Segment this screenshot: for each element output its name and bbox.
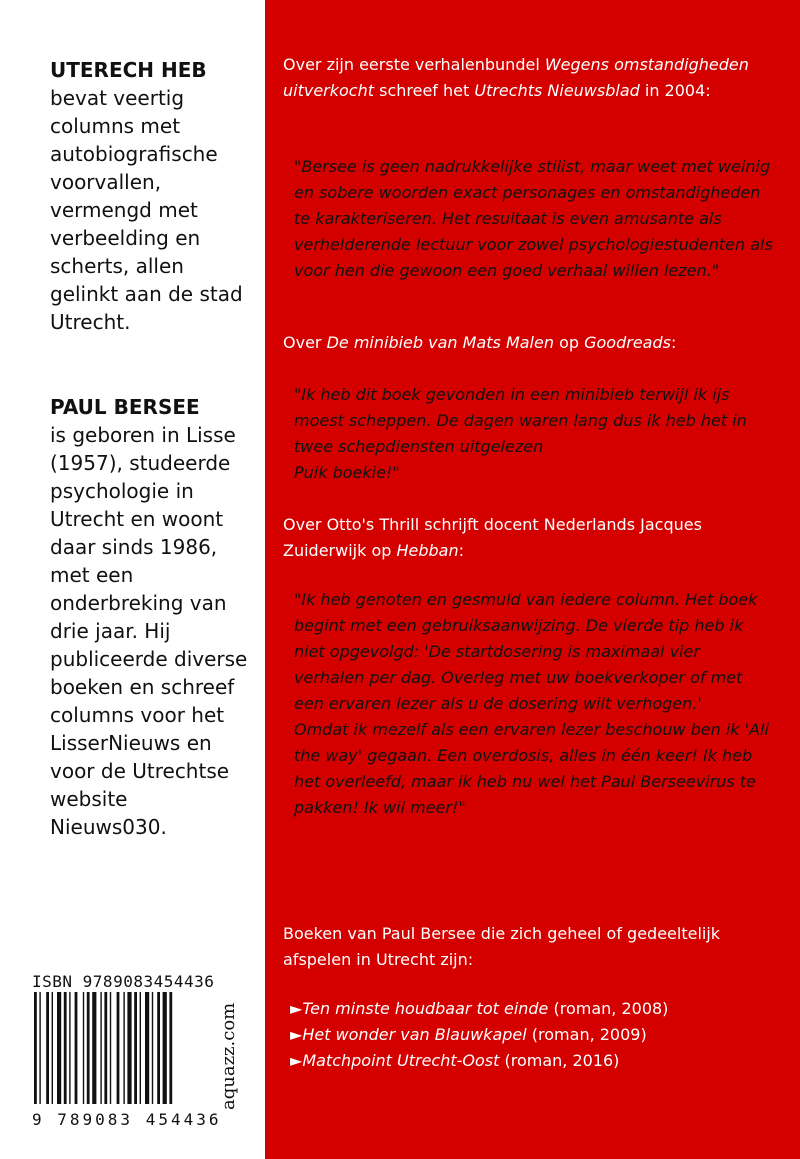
- book-description: [50, 56, 250, 336]
- left-panel: [0, 0, 265, 1159]
- review-intro-2: Over De minibieb van Mats Malen op Goodreads:: [283, 333, 677, 352]
- book-description-text: bevat veertig columns met autobiografische voorvallen, vermengd met verbeelding en scherts, allen gelinkt aan de stad Utrecht.: [50, 86, 243, 334]
- arrow-icon: ►: [290, 1051, 303, 1070]
- books-intro: Boeken van Paul Bersee die zich geheel of gedeeltelijk afspelen in Utrecht zijn:: [283, 924, 721, 969]
- author-name-heading: PAUL BERSEE: [50, 395, 200, 419]
- arrow-icon: ►: [290, 1025, 303, 1044]
- review-quote-1: "Bersee is geen nadrukkelijke stilist, maar weet met weinig en sobere woorden exact personages en omstandigheden te karakteriseren. Het resultaat is even amusante als verhelderende lectuur voor zowel psychologiestudenten als voor hen die gewoon een goed verhaal willen lezen.": [294, 157, 773, 280]
- isbn-label: ISBN 9789083454436: [32, 972, 215, 991]
- arrow-icon: ►: [290, 999, 303, 1018]
- books-list: [290, 996, 795, 1074]
- list-item: ►Matchpoint Utrecht-Oost (roman, 2016): [290, 1051, 620, 1070]
- review-quote-2: "Ik heb dit boek gevonden in een minibieb terwijl ik ijs moest scheppen. De dagen waren lang dus ik heb het in twee schepdiensten uitgelezen Puik boekie!": [294, 385, 747, 482]
- review-intro-1: Over zijn eerste verhalenbundel Wegens omstandigheden uitverkocht schreef het Utrechts Nieuwsblad in 2004:: [283, 55, 749, 100]
- review-intro-3: Over Otto's Thrill schrijft docent Nederlands Jacques Zuiderwijk op Hebban:: [283, 515, 702, 560]
- list-item: ►Het wonder van Blauwkapel (roman, 2009): [290, 1025, 647, 1044]
- review-quote-3: "Ik heb genoten en gesmuld van iedere column. Het boek begint met een gebruiksaanwijzing. De vierde tip heb ik niet opgevolgd: 'De startdosering is maximaal vier verhalen per dag. Overleg met uw boekverkoper of met een ervaren lezer als u de dosering wilt verhogen.' Omdat ik mezelf als een ervaren lezer beschouw ben ik 'All the way' gegaan. Een overdosis, alles in één keer! Ik heb het overleefd, maar ik heb nu wel het Paul Berseevirus te pakken! Ik wil meer!": [294, 590, 769, 817]
- barcode-icon: [32, 970, 215, 1132]
- author-bio: [50, 393, 250, 841]
- publisher-website: aquazz.com: [218, 1002, 239, 1110]
- isbn-digits: 9 789083 454436: [32, 1110, 222, 1129]
- book-title-heading: UTERECH HEB: [50, 58, 207, 82]
- author-bio-text: is geboren in Lisse (1957), studeerde psychologie in Utrecht en woont daar sinds 1986, met een onderbreking van drie jaar. Hij publiceerde diverse boeken en schreef columns voor het LisserNieuws en voor de Utrechtse website Nieuws030.: [50, 423, 248, 839]
- list-item: ►Ten minste houdbaar tot einde (roman, 2008): [290, 999, 669, 1018]
